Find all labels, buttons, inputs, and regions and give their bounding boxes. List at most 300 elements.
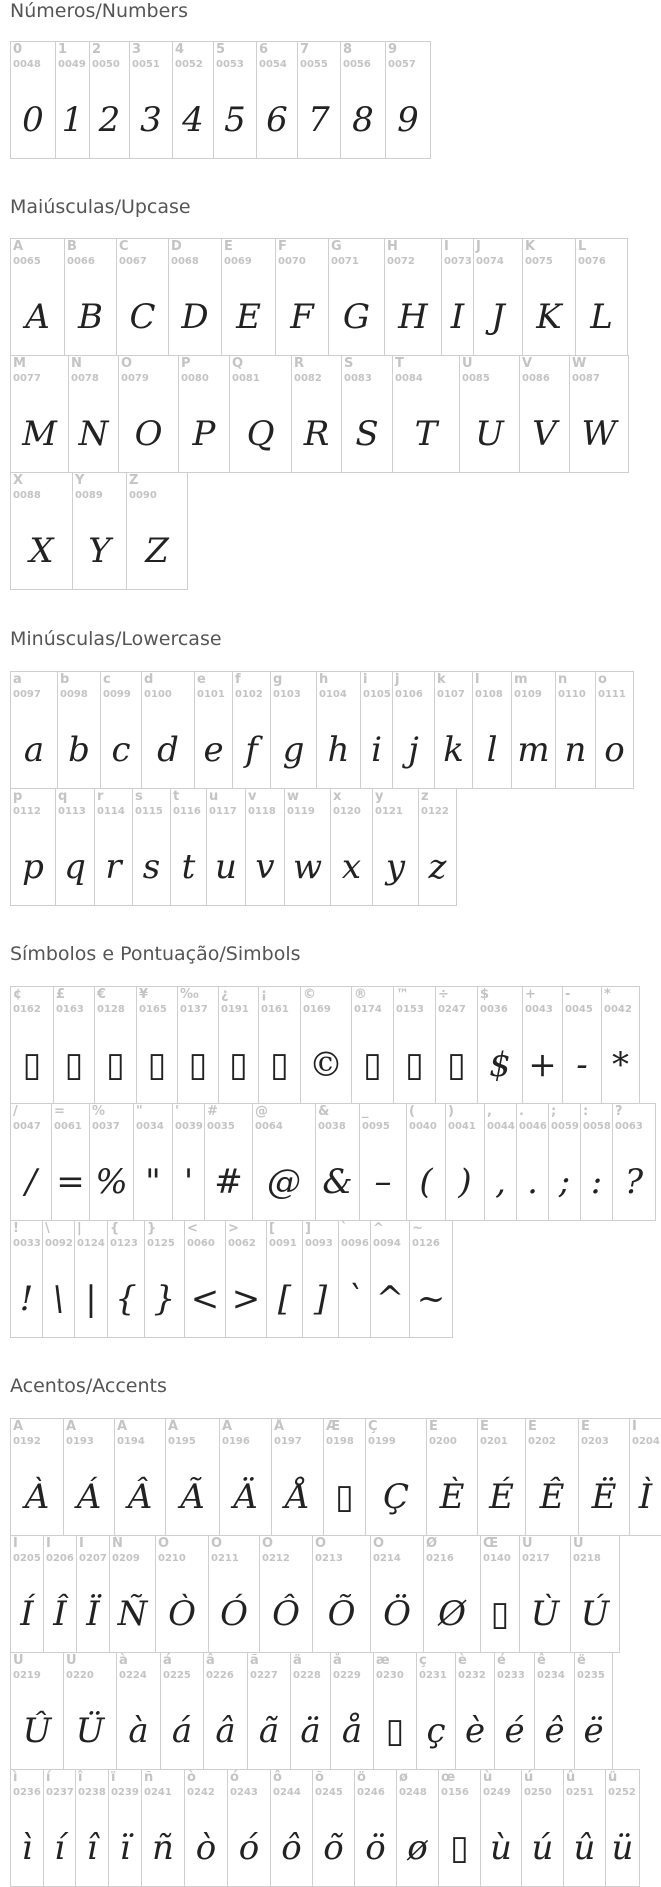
glyph-label: Å bbox=[274, 1419, 285, 1434]
glyph-cell bbox=[160, 1652, 204, 1770]
glyph-sample: ▯ bbox=[335, 1477, 354, 1517]
glyph-code: 0103 bbox=[273, 689, 301, 700]
glyph-cell bbox=[184, 1220, 226, 1338]
glyph-cell bbox=[10, 1535, 44, 1653]
glyph-row bbox=[10, 1418, 661, 1536]
glyph-code: 0140 bbox=[483, 1553, 511, 1564]
glyph-cell bbox=[64, 238, 117, 356]
glyph-code: 0048 bbox=[13, 59, 41, 70]
glyph-sample: . bbox=[527, 1162, 538, 1202]
glyph-code: 0099 bbox=[103, 689, 131, 700]
glyph-cell bbox=[63, 1418, 115, 1536]
glyph-cell bbox=[312, 1769, 355, 1887]
glyph-label: ã bbox=[250, 1653, 259, 1668]
glyph-sample: n bbox=[564, 730, 587, 770]
glyph-cell bbox=[423, 1535, 481, 1653]
glyph-cell bbox=[574, 1652, 613, 1770]
glyph-code: 0077 bbox=[13, 373, 41, 384]
glyph-code: 0038 bbox=[318, 1121, 346, 1132]
glyph-code: 0101 bbox=[197, 689, 225, 700]
glyph-code: 0081 bbox=[232, 373, 260, 384]
glyph-cell bbox=[612, 1103, 656, 1221]
glyph-code: 0051 bbox=[132, 59, 160, 70]
glyph-label: ü bbox=[608, 1770, 618, 1785]
glyph-label: â bbox=[206, 1653, 215, 1668]
glyph-code: 0224 bbox=[119, 1670, 147, 1681]
glyph-cell bbox=[55, 41, 90, 159]
glyph-code: 0108 bbox=[475, 689, 503, 700]
glyph-code: 0126 bbox=[412, 1238, 440, 1249]
glyph-sample: D bbox=[181, 297, 209, 337]
glyph-cell bbox=[477, 1418, 526, 1536]
glyph-label: È bbox=[429, 1419, 438, 1434]
glyph-cell bbox=[89, 1103, 134, 1221]
glyph-code: 0214 bbox=[373, 1553, 401, 1564]
glyph-code: 0207 bbox=[79, 1553, 107, 1564]
glyph-sample: ▯ bbox=[270, 1045, 289, 1085]
glyph-row bbox=[10, 355, 629, 473]
glyph-code: 0107 bbox=[437, 689, 465, 700]
glyph-cell bbox=[384, 238, 442, 356]
glyph-label: 6 bbox=[259, 42, 269, 57]
glyph-sample: ▯ bbox=[188, 1045, 208, 1085]
glyph-cell bbox=[534, 1652, 575, 1770]
glyph-cell bbox=[141, 671, 195, 789]
glyph-cell bbox=[108, 1769, 142, 1887]
glyph-label: û bbox=[566, 1770, 576, 1785]
glyph-label: à bbox=[119, 1653, 128, 1668]
glyph-label: ) bbox=[448, 1104, 454, 1119]
glyph-sample: W bbox=[581, 414, 617, 454]
glyph-cell bbox=[601, 986, 640, 1104]
glyph-sample: A bbox=[25, 297, 50, 337]
glyph-cell bbox=[438, 1769, 481, 1887]
glyph-label: W bbox=[572, 356, 587, 371]
glyph-cell bbox=[203, 1652, 248, 1770]
glyph-label: # bbox=[207, 1104, 218, 1119]
glyph-label: b bbox=[60, 672, 70, 687]
glyph-cell bbox=[316, 671, 361, 789]
glyph-label: " bbox=[136, 1104, 143, 1119]
glyph-code: 0100 bbox=[144, 689, 172, 700]
glyph-cell bbox=[76, 1535, 110, 1653]
glyph-sample: 8 bbox=[352, 100, 374, 140]
glyph-sample: S bbox=[355, 414, 379, 454]
glyph-code: 0065 bbox=[13, 256, 41, 267]
glyph-sample: : bbox=[590, 1162, 603, 1202]
glyph-sample: E bbox=[236, 297, 261, 337]
glyph-code: 0137 bbox=[180, 1004, 208, 1015]
glyph-cell bbox=[136, 986, 178, 1104]
glyph-row bbox=[10, 671, 634, 789]
glyph-label: ë bbox=[577, 1653, 586, 1668]
glyph-sample: t bbox=[181, 847, 196, 887]
glyph-code: 0109 bbox=[514, 689, 542, 700]
glyph-cell bbox=[245, 788, 285, 906]
glyph-label: Œ bbox=[483, 1536, 499, 1551]
glyph-code: 0196 bbox=[222, 1436, 250, 1447]
glyph-cell bbox=[473, 238, 523, 356]
glyph-label: Î bbox=[46, 1536, 51, 1551]
glyph-code: 0153 bbox=[396, 1004, 424, 1015]
glyph-label: { bbox=[110, 1221, 120, 1236]
glyph-sample: " bbox=[145, 1162, 161, 1202]
glyph-code: 0234 bbox=[537, 1670, 565, 1681]
glyph-code: 0097 bbox=[13, 689, 41, 700]
glyph-sample: H bbox=[398, 297, 428, 337]
glyph-sample: C bbox=[129, 297, 156, 337]
glyph-code: 0125 bbox=[147, 1238, 175, 1249]
glyph-code: 0219 bbox=[13, 1670, 41, 1681]
glyph-sample: = bbox=[56, 1162, 85, 1202]
glyph-cell bbox=[270, 1769, 313, 1887]
glyph-cell bbox=[605, 1769, 640, 1887]
glyph-label: E bbox=[224, 239, 233, 254]
glyph-cell bbox=[511, 671, 556, 789]
glyph-label: S bbox=[344, 356, 354, 371]
glyph-sample: î bbox=[86, 1828, 98, 1868]
glyph-code: 0247 bbox=[438, 1004, 466, 1015]
glyph-sample: ù bbox=[490, 1828, 512, 1868]
glyph-cell bbox=[43, 1535, 77, 1653]
glyph-code: 0066 bbox=[67, 256, 95, 267]
glyph-code: 0105 bbox=[363, 689, 391, 700]
glyph-label: i bbox=[363, 672, 368, 687]
glyph-code: 0083 bbox=[344, 373, 372, 384]
glyph-label: ‰ bbox=[180, 987, 199, 1002]
glyph-code: 0197 bbox=[274, 1436, 302, 1447]
glyph-sample: Ê bbox=[539, 1477, 565, 1517]
glyph-code: 0252 bbox=[608, 1787, 636, 1798]
section-title: Maiúsculas/Upcase bbox=[10, 196, 191, 218]
glyph-label: ® bbox=[354, 987, 367, 1002]
glyph-cell bbox=[256, 41, 298, 159]
glyph-code: 0212 bbox=[262, 1553, 290, 1564]
glyph-code: 0204 bbox=[632, 1436, 660, 1447]
glyph-sample: [ bbox=[277, 1279, 292, 1319]
glyph-sample: 0 bbox=[22, 100, 44, 140]
glyph-label: % bbox=[92, 1104, 106, 1119]
glyph-label: ¥ bbox=[139, 987, 149, 1002]
glyph-cell bbox=[434, 671, 473, 789]
glyph-cell bbox=[10, 788, 56, 906]
glyph-label: l bbox=[475, 672, 480, 687]
glyph-label: K bbox=[525, 239, 536, 254]
glyph-code: 0036 bbox=[480, 1004, 508, 1015]
glyph-code: 0117 bbox=[209, 806, 237, 817]
glyph-sample: Å bbox=[285, 1477, 310, 1517]
glyph-cell bbox=[178, 355, 230, 473]
glyph-code: 0115 bbox=[135, 806, 163, 817]
glyph-label: ò bbox=[187, 1770, 196, 1785]
glyph-code: 0074 bbox=[476, 256, 504, 267]
glyph-row bbox=[10, 238, 628, 356]
glyph-cell bbox=[351, 986, 394, 1104]
glyph-cell bbox=[455, 1652, 495, 1770]
glyph-label: C bbox=[119, 239, 129, 254]
glyph-sample: K bbox=[536, 297, 562, 337]
glyph-code: 0245 bbox=[315, 1787, 343, 1798]
glyph-label: t bbox=[173, 789, 180, 804]
glyph-label: d bbox=[144, 672, 154, 687]
glyph-code: 0090 bbox=[129, 490, 157, 501]
glyph-sample: $ bbox=[489, 1045, 511, 1085]
glyph-code: 0079 bbox=[121, 373, 149, 384]
glyph-sample: \ bbox=[52, 1279, 65, 1319]
glyph-cell bbox=[354, 1769, 397, 1887]
glyph-cell bbox=[426, 1418, 478, 1536]
glyph-sample: h bbox=[327, 730, 350, 770]
glyph-sample: é bbox=[504, 1711, 525, 1751]
glyph-label: I bbox=[444, 239, 449, 254]
glyph-sample: ä bbox=[300, 1711, 321, 1751]
glyph-cell bbox=[252, 1103, 316, 1221]
glyph-label: ÷ bbox=[438, 987, 449, 1002]
glyph-code: 0250 bbox=[524, 1787, 552, 1798]
glyph-sample: Î bbox=[53, 1594, 67, 1634]
glyph-sample: + bbox=[528, 1045, 557, 1085]
glyph-cell bbox=[271, 1418, 324, 1536]
glyph-sample: 9 bbox=[397, 100, 419, 140]
glyph-sample: Í bbox=[20, 1594, 34, 1634]
glyph-code: 0080 bbox=[181, 373, 209, 384]
glyph-label: e bbox=[197, 672, 206, 687]
glyph-label: a bbox=[13, 672, 22, 687]
glyph-code: 0242 bbox=[187, 1787, 215, 1798]
glyph-cell bbox=[204, 1103, 253, 1221]
glyph-cell bbox=[416, 1652, 456, 1770]
glyph-label: v bbox=[248, 789, 257, 804]
glyph-label: = bbox=[54, 1104, 65, 1119]
glyph-code: 0233 bbox=[497, 1670, 525, 1681]
glyph-cell bbox=[480, 1535, 520, 1653]
glyph-code: 0193 bbox=[66, 1436, 94, 1447]
glyph-label: ] bbox=[305, 1221, 311, 1236]
glyph-label: , bbox=[487, 1104, 492, 1119]
glyph-row bbox=[10, 472, 188, 590]
glyph-code: 0213 bbox=[315, 1553, 343, 1564]
glyph-label: Ü bbox=[66, 1653, 77, 1668]
glyph-code: 0093 bbox=[305, 1238, 333, 1249]
glyph-label: ¢ bbox=[13, 987, 23, 1002]
glyph-sample: ▯ bbox=[64, 1045, 84, 1085]
glyph-code: 0056 bbox=[343, 59, 371, 70]
glyph-label: F bbox=[278, 239, 287, 254]
glyph-cell bbox=[100, 671, 142, 789]
glyph-sample: k bbox=[443, 730, 464, 770]
glyph-cell bbox=[548, 1103, 581, 1221]
glyph-label: ¿ bbox=[221, 987, 229, 1002]
glyph-label: 9 bbox=[388, 42, 398, 57]
glyph-code: 0095 bbox=[362, 1121, 390, 1132]
glyph-code: 0094 bbox=[373, 1238, 401, 1249]
glyph-label: 5 bbox=[216, 42, 226, 57]
glyph-code: 0246 bbox=[357, 1787, 385, 1798]
glyph-cell bbox=[578, 1418, 630, 1536]
glyph-code: 0049 bbox=[58, 59, 86, 70]
glyph-cell bbox=[165, 1418, 220, 1536]
glyph-label: V bbox=[522, 356, 533, 371]
glyph-sample: s bbox=[142, 847, 161, 887]
glyph-cell bbox=[340, 41, 386, 159]
glyph-sample: ▯ bbox=[363, 1045, 382, 1085]
glyph-label: u bbox=[209, 789, 219, 804]
glyph-code: 0064 bbox=[255, 1121, 283, 1132]
glyph-cell bbox=[480, 1769, 522, 1887]
glyph-sample: T bbox=[414, 414, 438, 454]
glyph-sample: à bbox=[128, 1711, 149, 1751]
glyph-sample: Ô bbox=[272, 1594, 300, 1634]
glyph-sample: < bbox=[190, 1279, 220, 1319]
glyph-code: 0217 bbox=[522, 1553, 550, 1564]
glyph-sample: ô bbox=[281, 1828, 302, 1868]
glyph-sample: | bbox=[85, 1279, 97, 1319]
glyph-label: õ bbox=[315, 1770, 324, 1785]
glyph-code: 0161 bbox=[261, 1004, 289, 1015]
glyph-cell bbox=[213, 41, 257, 159]
glyph-sample: ] bbox=[313, 1279, 328, 1319]
glyph-code: 0114 bbox=[97, 806, 125, 817]
glyph-row bbox=[10, 1769, 640, 1887]
glyph-label: 1 bbox=[58, 42, 68, 57]
glyph-code: 0236 bbox=[13, 1787, 41, 1798]
glyph-sample: ( bbox=[419, 1162, 433, 1202]
glyph-label: Ç bbox=[368, 1419, 378, 1434]
glyph-sample: Ì bbox=[638, 1477, 653, 1517]
glyph-code: 0054 bbox=[259, 59, 287, 70]
section-title: Números/Numbers bbox=[10, 0, 188, 22]
glyph-cell bbox=[330, 1652, 374, 1770]
glyph-sample: m bbox=[517, 730, 550, 770]
glyph-code: 0033 bbox=[13, 1238, 41, 1249]
glyph-cell bbox=[445, 1103, 485, 1221]
glyph-code: 0191 bbox=[221, 1004, 249, 1015]
glyph-label: Ò bbox=[158, 1536, 170, 1551]
glyph-cell bbox=[396, 1769, 439, 1887]
glyph-cell bbox=[74, 1220, 108, 1338]
glyph-label: © bbox=[303, 987, 316, 1002]
glyph-cell bbox=[229, 355, 292, 473]
glyph-sample: ▯ bbox=[385, 1711, 405, 1751]
glyph-label: Á bbox=[66, 1419, 77, 1434]
glyph-cell bbox=[297, 41, 341, 159]
glyph-code: 0084 bbox=[395, 373, 423, 384]
glyph-label: j bbox=[395, 672, 400, 687]
glyph-cell bbox=[406, 1103, 446, 1221]
glyph-label: x bbox=[333, 789, 342, 804]
glyph-sample: , bbox=[495, 1162, 506, 1202]
glyph-label: D bbox=[171, 239, 182, 254]
glyph-label: Æ bbox=[326, 1419, 341, 1434]
glyph-cell bbox=[291, 355, 342, 473]
glyph-code: 0052 bbox=[175, 59, 203, 70]
glyph-sample: ü bbox=[611, 1828, 634, 1868]
glyph-sample: Ù bbox=[530, 1594, 560, 1634]
glyph-label: å bbox=[333, 1653, 342, 1668]
glyph-code: 0060 bbox=[187, 1238, 215, 1249]
glyph-sample: õ bbox=[323, 1828, 344, 1868]
glyph-code: 0058 bbox=[583, 1121, 611, 1132]
glyph-cell bbox=[132, 788, 171, 906]
glyph-label: ~ bbox=[412, 1221, 423, 1236]
glyph-cell bbox=[312, 1535, 371, 1653]
glyph-cell bbox=[227, 1769, 271, 1887]
glyph-label: r bbox=[97, 789, 104, 804]
glyph-code: 0071 bbox=[331, 256, 359, 267]
glyph-cell bbox=[129, 41, 173, 159]
glyph-sample: À bbox=[24, 1477, 50, 1517]
glyph-code: 0087 bbox=[572, 373, 600, 384]
glyph-code: 0243 bbox=[230, 1787, 258, 1798]
glyph-cell bbox=[284, 788, 331, 906]
glyph-code: 0249 bbox=[483, 1787, 511, 1798]
glyph-code: 0112 bbox=[13, 806, 41, 817]
glyph-row bbox=[10, 986, 640, 1104]
glyph-code: 0238 bbox=[78, 1787, 106, 1798]
glyph-code: 0120 bbox=[333, 806, 361, 817]
glyph-label: ï bbox=[111, 1770, 116, 1785]
glyph-label: ú bbox=[524, 1770, 534, 1785]
glyph-cell bbox=[519, 1535, 571, 1653]
glyph-sample: 2 bbox=[98, 100, 121, 140]
glyph-sample: Ë bbox=[591, 1477, 617, 1517]
glyph-cell bbox=[114, 1418, 166, 1536]
glyph-label: ( bbox=[409, 1104, 415, 1119]
glyph-cell bbox=[385, 41, 431, 159]
glyph-sample: ▯ bbox=[405, 1045, 424, 1085]
glyph-sample: ▯ bbox=[106, 1045, 125, 1085]
glyph-sample: ã bbox=[258, 1711, 280, 1751]
glyph-cell bbox=[221, 238, 276, 356]
glyph-sample: f bbox=[245, 730, 258, 770]
glyph-sample: 6 bbox=[266, 100, 288, 140]
glyph-label: R bbox=[294, 356, 305, 371]
glyph-sample: > bbox=[231, 1279, 261, 1319]
glyph-code: 0199 bbox=[368, 1436, 396, 1447]
glyph-label: ¡ bbox=[261, 987, 267, 1002]
glyph-cell bbox=[392, 671, 435, 789]
glyph-cell bbox=[392, 355, 460, 473]
glyph-sample: ó bbox=[238, 1828, 260, 1868]
glyph-sample: U bbox=[475, 414, 504, 454]
glyph-cell bbox=[328, 238, 385, 356]
glyph-label: Í bbox=[13, 1536, 18, 1551]
glyph-sample: ê bbox=[544, 1711, 565, 1751]
glyph-label: ™ bbox=[396, 987, 409, 1002]
glyph-cell bbox=[172, 1103, 205, 1221]
glyph-sample: Ñ bbox=[117, 1594, 148, 1634]
glyph-cell bbox=[575, 238, 628, 356]
glyph-cell bbox=[275, 238, 329, 356]
glyph-sample: ▯ bbox=[450, 1828, 469, 1868]
glyph-label: . bbox=[519, 1104, 524, 1119]
glyph-cell bbox=[409, 1220, 453, 1338]
glyph-code: 0235 bbox=[577, 1670, 605, 1681]
glyph-cell bbox=[10, 355, 69, 473]
glyph-sample: 7 bbox=[308, 100, 330, 140]
glyph-cell bbox=[107, 1220, 145, 1338]
glyph-sample: * bbox=[612, 1045, 629, 1085]
glyph-cell bbox=[525, 1418, 579, 1536]
glyph-label: É bbox=[480, 1419, 489, 1434]
glyph-code: 0210 bbox=[158, 1553, 186, 1564]
glyph-label: O bbox=[121, 356, 133, 371]
glyph-sample: L bbox=[590, 297, 613, 337]
glyph-cell bbox=[484, 1103, 517, 1221]
glyph-code: 0239 bbox=[111, 1787, 139, 1798]
glyph-row bbox=[10, 1220, 453, 1338]
glyph-cell bbox=[133, 1103, 173, 1221]
